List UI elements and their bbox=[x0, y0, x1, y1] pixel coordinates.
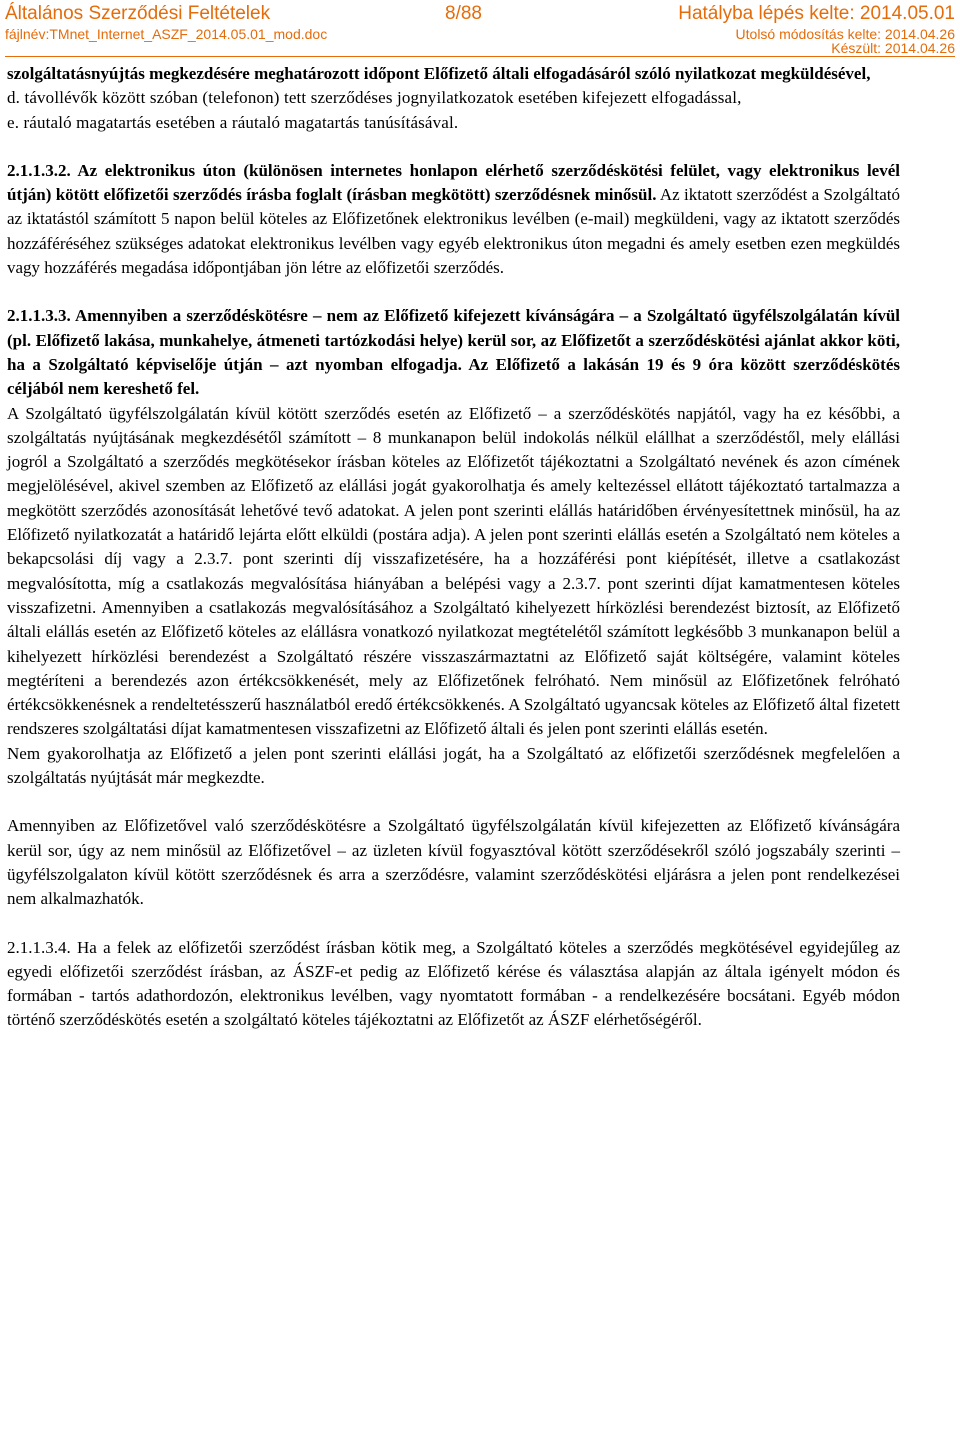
paragraph-2-1-1-3-2 bbox=[7, 159, 900, 280]
paragraph-2-1-1-3-4: 2.1.1.3.4. Ha a felek az előfizetői szerződést írásban kötik meg, a Szolgáltató köteles a szerződés megkötésével egyidejűleg az egyedi előfizetői szerződést írásban, az ÁSZF-et pedig az Előfizető kérése és választása alapján az általa igényelt módon és formában - tartós adathordozón, elektronikus levélben, vagy nyomtatott formában - a rendelkezésére bocsátani. Egyéb módon történő szerződéskötés esetén a szolgáltató köteles tájékoztatni az Előfizetőt az ÁSZF elérhetőségéről. bbox=[7, 937, 900, 1030]
page-header bbox=[0, 0, 960, 56]
header-divider bbox=[5, 56, 955, 57]
paragraph-2-1-1-3-2-bold: 2.1.1.3.2. Az elektronikus úton (különösen internetes honlapon elérhető szerződéskötési felület, vagy elektronikus levél útján) kötött előfizetői szerződés írásba foglalt (írásban megkötött) szerződésnek minősül. bbox=[7, 160, 900, 205]
paragraph-delivery: szolgáltatásnyújtás megkezdésére meghatározott időpont Előfizető általi elfogadásáról szóló nyilatkozat megküldésével, bbox=[7, 64, 871, 83]
created-date: Készült: 2014.04.26 bbox=[831, 40, 955, 56]
paragraph-2-1-1-3-2-rest: Az iktatott szerződést a Szolgáltató az iktatástól számított 5 napon belül köteles az Előfizetőnek elektronikus levélben (e-mail) megküldeni, vagy az iktatott szerződés hozzáféréséhez szükséges adatokat elektronikus levélben vagy egyéb elektronikus úton megadni és amely esetben ezen megküldés vagy hozzáférés megadása időpontjában jön létre az előfizetői szerződés. bbox=[7, 185, 900, 278]
modified-date: Utolsó módosítás kelte: 2014.04.26 bbox=[735, 26, 955, 42]
list-item-e: e. ráutaló magatartás esetében a ráutaló magatartás tanúsításával. bbox=[7, 112, 459, 132]
file-name: fájlnév:TMnet_Internet_ASZF_2014.05.01_mod.doc bbox=[5, 26, 328, 42]
paragraph-customer-request: Amennyiben az Előfizetővel való szerződéskötésre a Szolgáltató ügyfélszolgálatán kívül kifejezetten az Előfizető kívánságára kerül sor, úgy az nem minősül az Előfizetővel – az üzleten kívül fogyasztóval kötött szerződésekről szóló jogszabály szerinti – ügyfélszolgalaton kívül kötött szerződésnek és arra a szerződésre, valamint szerződéskötési eljárásra a jelen pont rendelkezései nem alkalmazhatók. bbox=[7, 816, 900, 909]
page-number: 8/88 bbox=[445, 3, 482, 24]
paragraph-withdrawal-exception: Nem gyakorolhatja az Előfizető a jelen pont szerinti elállási jogát, ha a Szolgáltató az előfizetői szerződésnek megfelelően a szolgáltatás nyújtását már megkezdte. bbox=[7, 743, 900, 788]
paragraph-2-1-1-3-3 bbox=[7, 304, 900, 401]
paragraph-2-1-1-3-3-bold: 2.1.1.3.3. Amennyiben a szerződéskötésre – nem az Előfizető kifejezett kívánságára – a Szolgáltató ügyfélszolgálatán kívül (pl. Előfizető lakása, munkahelye, átmeneti tartózkodási helye) kerül sor, az Előfizetőt a szerződéskötési ajánlat akkor köti, ha a Szolgáltató képviselője útján – azt nyomban elfogadja. Az Előfizető a lakásán 19 és 9 óra között szerződéskötés céljából nem kereshető fel. bbox=[7, 306, 900, 399]
list-item-d: d. távollévők között szóban (telefonon) tett szerződéses jognyilatkozatok esetében kifejezett elfogadással, bbox=[7, 88, 742, 108]
document-body bbox=[7, 62, 900, 1033]
paragraph-withdrawal-right: A Szolgáltató ügyfélszolgálatán kívül kötött szerződés esetén az Előfizető – a szerződéskötés napjától, vagy ha ez későbbi, a szolgáltatás nyújtásának megkezdésétől számított – 8 munkanapon belül indokolás nélkül elállhat a szerződéstől, mely elállási jogról a Szolgáltató a szerződés megkötésekor írásban köteles az Előfizetőt tájékoztatni a Szolgáltató nevének és azon címének megjelölésével, akivel szemben az Előfizető az elállási jogát gyakorolhatja és amely keltezéssel ellátott tájékoztató tartalmazza a megkötött szerződés azonosítását lehetővé tevő adatokat. A jelen pont szerinti elállás határidőben érvényesítettnek minősül, ha az Előfizető nyilatkozatát a határidő lejárta előtt elküldi (postára adja). A jelen pont szerinti elállás esetén a Szolgáltató nem köteles a bekapcsolási díj vagy a 2.3.7. pont szerinti díj visszafizetésére, ha a hozzáférési pont kiépítését, illetve a csatlakozást megvalósította, míg a csatlakozás megvalósítása hiányában a belépési vagy a 2.3.7. pont szerinti díjat kamatmentesen köteles visszafizetni. Amennyiben a csatlakozás megvalósításához a Szolgáltató kihelyezett hírközlési berendezést biztosít, az Előfizető általi elállás esetén az Előfizető köteles az elállásra vonatkozó nyilatkozat megtételétől számított legkésőbb 3 munkanapon belül a kihelyezett hírközlési berendezést a Szolgáltató részére visszaszármaztatni az Előfizető saját költségére, valamint köteles megtéríteni a berendezés azon értékcsökkenését, mely az Előfizetőnek felróható. Nem minősül az Előfizetőnek felróható értékcsökkenésnek a rendeltetésszerű használatból eredő értékcsökkenés. A Szolgáltató ugyancsak köteles az Előfizető által fizetett rendszeres szolgáltatási díjat kamatmentesen visszafizetni az Előfizető általi és jelen pont szerinti elállás esetén. bbox=[7, 403, 900, 739]
effective-date: Hatályba lépés kelte: 2014.05.01 bbox=[678, 3, 955, 24]
document-title: Általános Szerződési Feltételek bbox=[5, 3, 271, 24]
